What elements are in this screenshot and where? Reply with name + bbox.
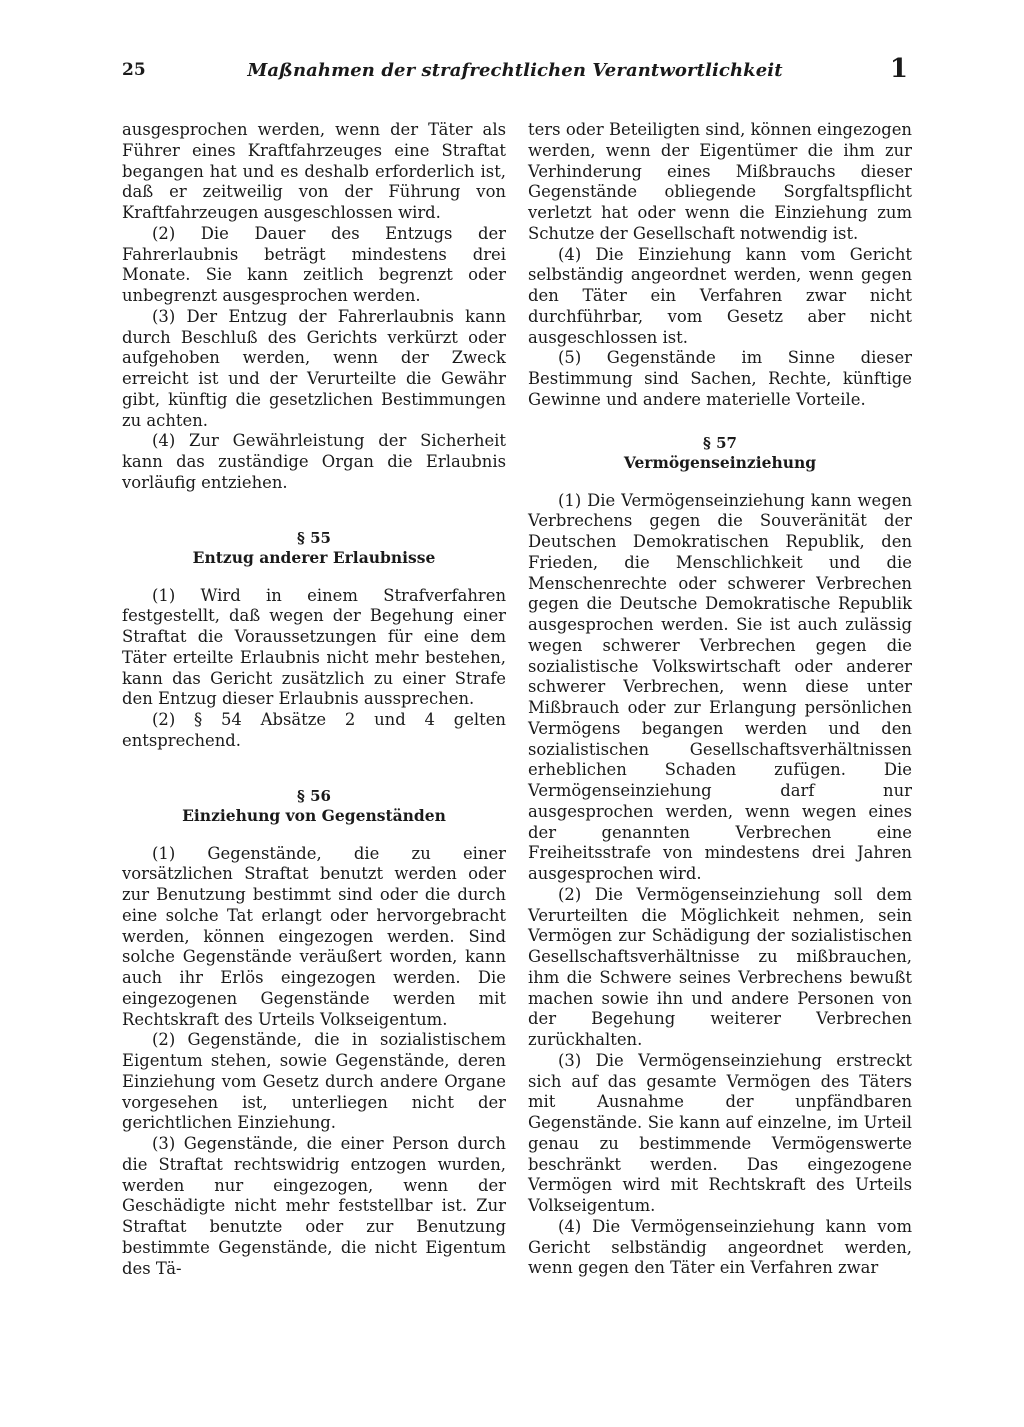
spacer — [122, 752, 506, 786]
paragraph-55-2: (2) § 54 Absätze 2 und 4 gelten entsprechend. — [122, 710, 506, 750]
section-55-number: § 55 — [297, 528, 331, 547]
page-header — [122, 54, 908, 92]
paragraph-56-1: (1) Gegenstände, die zu einer vorsätzlichen Straftat benutzt werden oder zur Benutzung bestimmt sind oder die durch eine solche Tat erlangt oder hervorgebracht werden, können eingezogen werden. Sind solche Gegenstände veräußert worden, kann auch ihr Erlös eingezogen werden. Die eingezogenen Gegenstände werden mit Rechtskraft des Urteils Volkseigentum. — [122, 843, 506, 1029]
section-55-title: Entzug anderer Erlaubnisse — [192, 547, 436, 567]
chapter-number: 1 — [889, 54, 908, 84]
paragraph-56-3-continued: ters oder Beteiligten sind, können eingezogen werden, wenn der Eigentümer die ihm zur Verhinderung eines Mißbrauchs dieser Gegenstände obliegende Sorgfaltspflicht verletzt hat oder wenn die Einziehung zum Schutze der Gesellschaft notwendig ist. — [528, 120, 912, 243]
section-56-title: Einziehung von Gegenständen — [182, 805, 446, 825]
page-number: 25 — [122, 60, 146, 80]
spacer — [528, 411, 912, 433]
spacer — [122, 494, 506, 528]
paragraph-56-4: (4) Die Einziehung kann vom Gericht selbständig angeordnet werden, wenn gegen den Täter ein Verfahren zwar nicht durchführbar, vom Gesetz aber nicht ausgeschlossen ist. — [528, 244, 912, 347]
paragraph-56-3: (3) Gegenstände, die einer Person durch die Straftat rechtswidrig entzogen wurden, werden nur eingezogen, wenn der Geschädigte nicht mehr feststellbar ist. Zur Straftat benutzte oder zur Benutzung bestimmte Gegenstände, die nicht Eigentum des Tä- — [122, 1134, 506, 1278]
right-column — [528, 120, 912, 1279]
paragraph-57-3: (3) Die Vermögenseinziehung erstreckt sich auf das gesamte Vermögen des Täters mit Ausnahme der unpfändbaren Gegenstände. Sie kann auf einzelne, im Urteil genau zu bestimmende Vermögenswerte beschränkt werden. Das eingezogene Vermögen wird mit Rechtskraft des Urteils Volkseigentum. — [528, 1050, 912, 1215]
paragraph-55-1: (1) Wird in einem Strafverfahren festgestellt, daß wegen der Begehung einer Straftat die Voraussetzungen für eine dem Täter erteilte Erlaubnis nicht mehr bestehen, kann das Gericht zusätzlich zu einer Strafe den Entzug dieser Erlaubnis aussprechen. — [122, 585, 506, 709]
paragraph-54-3: (3) Der Entzug der Fahrerlaubnis kann durch Beschluß des Gerichts verkürzt oder aufgehoben werden, wenn der Zweck erreicht ist und der Verurteilte die Gewähr gibt, künftig die gesetzlichen Bestimmungen zu achten. — [122, 306, 506, 430]
running-title: Maßnahmen der strafrechtlichen Verantwortlichkeit — [247, 60, 783, 81]
paragraph-54-2: (2) Die Dauer des Entzugs der Fahrerlaubnis beträgt mindestens drei Monate. Sie kann zeitlich begrenzt oder unbegrenzt ausgesprochen werden. — [122, 223, 506, 305]
paragraph-56-2: (2) Gegenstände, die in sozialistischem Eigentum stehen, sowie Gegenstände, deren Einziehung vom Gesetz durch andere Organe vorgesehen ist, unterliegen nicht der gerichtlichen Einziehung. — [122, 1030, 506, 1133]
paragraph-57-2: (2) Die Vermögenseinziehung soll dem Verurteilten die Möglichkeit nehmen, sein Vermögen zur Schädigung der sozialistischen Gesellschaftsverhältnisse zu mißbrauchen, ihm die Schwere seines Verbrechens bewußt machen sowie ihn und andere Personen von der Begehung weiterer Verbrechen zurückhalten. — [528, 884, 912, 1049]
section-57-number: § 57 — [703, 433, 737, 452]
paragraph-57-1: (1) Die Vermögenseinziehung kann wegen Verbrechens gegen die Souveränität der Deutschen Demokratischen Republik, den Frieden, die Menschlichkeit und die Menschenrechte oder schwerer Verbrechen gegen die Deutsche Demokratische Republik ausgesprochen werden. Sie ist auch zulässig wegen schwerer Verbrechen gegen die sozialistische Volkswirtschaft oder anderer schwerer Verbrechen, wenn diese unter Mißbrauch oder zur Erlangung persönlichen Vermögens begangen werden und den sozialistischen Gesellschaftsverhältnissen erheblichen Schaden zufügen. Die Vermögenseinziehung darf nur ausgesprochen werden, wenn wegen eines der genannten Verbrechen eine Freiheitsstrafe von mindestens drei Jahren ausgesprochen wird. — [528, 490, 912, 883]
left-column — [122, 120, 506, 1279]
section-56-number: § 56 — [297, 786, 331, 805]
paragraph-54-4: (4) Zur Gewährleistung der Sicherheit kann das zuständige Organ die Erlaubnis vorläufig entziehen. — [122, 431, 506, 492]
paragraph-56-5: (5) Gegenstände im Sinne dieser Bestimmung sind Sachen, Rechte, künftige Gewinne und andere materielle Vorteile. — [528, 348, 912, 409]
paragraph-57-4: (4) Die Vermögenseinziehung kann vom Gericht selbständig angeordnet werden, wenn gegen den Täter ein Verfahren zwar — [528, 1216, 912, 1278]
section-57-title: Vermögenseinziehung — [623, 452, 817, 472]
paragraph-54-continued: ausgesprochen werden, wenn der Täter als Führer eines Kraftfahrzeuges eine Straftat begangen hat und es deshalb erforderlich ist, daß er zeitweilig von der Führung von Kraftfahrzeugen ausgeschlossen wird. — [122, 120, 506, 222]
